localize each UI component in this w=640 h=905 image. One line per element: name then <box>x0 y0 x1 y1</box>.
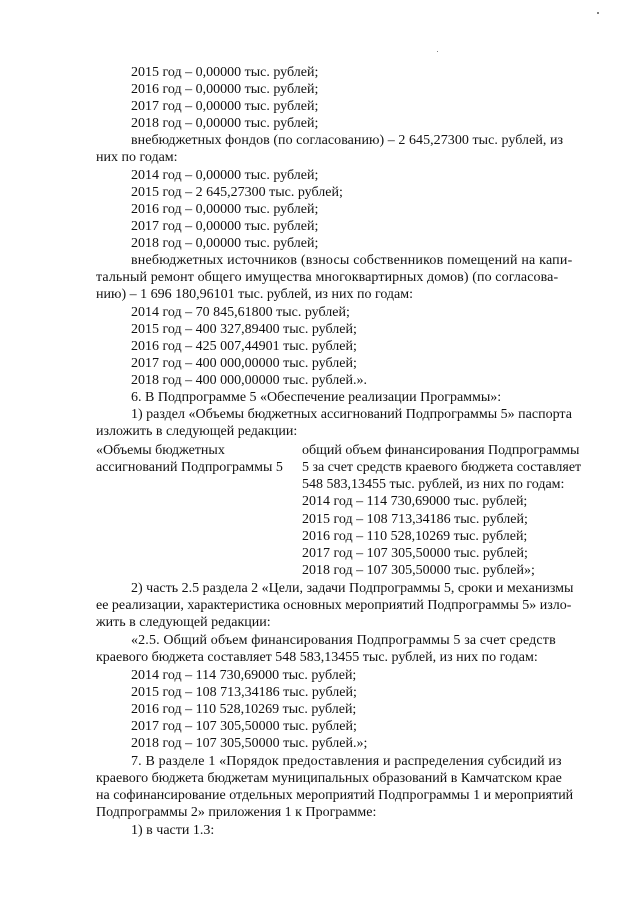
item6-sub2-line: жить в следующей редакции: <box>96 615 271 630</box>
year-line: 2014 год – 70 845,61800 тыс. рублей; <box>131 305 350 320</box>
table-right-cell: общий объем финансирования Подпрограммы <box>302 443 580 458</box>
offbudget-sources-line: нию) – 1 696 180,96101 тыс. рублей, из них по годам: <box>96 287 414 302</box>
item7-line: Подпрограммы 2» приложения 1 к Программе: <box>96 805 377 820</box>
year-line: 2018 год – 400 000,00000 тыс. рублей.». <box>131 373 367 388</box>
year-line: 2017 год – 107 305,50000 тыс. рублей; <box>302 546 528 561</box>
quote-line: «2.5. Общий объем финансирования Подпрограммы 5 за счет средств <box>131 633 556 648</box>
item7-line: на софинансирование отдельных мероприятий Подпрограммы 1 и мероприятий <box>96 788 574 803</box>
year-line: 2016 год – 110 528,10269 тыс. рублей; <box>302 529 528 544</box>
year-line: 2017 год – 0,00000 тыс. рублей; <box>131 99 319 114</box>
offbudget-sources-line: тальный ремонт общего имущества многоквартирных домов) (по согласова- <box>96 270 559 285</box>
year-line: 2015 год – 108 713,34186 тыс. рублей; <box>302 512 528 527</box>
offbudget-sources-line: внебюджетных источников (взносы собственников помещений на капи- <box>131 253 573 268</box>
year-line: 2018 год – 107 305,50000 тыс. рублей.»; <box>131 736 368 751</box>
year-line: 2015 год – 2 645,27300 тыс. рублей; <box>131 185 343 200</box>
item6-sub2-line: 2) часть 2.5 раздела 2 «Цели, задачи Подпрограммы 5, сроки и механизмы <box>131 581 574 596</box>
year-line: 2016 год – 0,00000 тыс. рублей; <box>131 202 319 217</box>
table-right-cell: 5 за счет средств краевого бюджета составляет <box>302 460 582 475</box>
offbudget-funds-line: внебюджетных фондов (по согласованию) – 2 645,27300 тыс. рублей, из <box>131 133 564 148</box>
table-right-cell: 548 583,13455 тыс. рублей, из них по годам: <box>302 477 565 492</box>
year-line: 2014 год – 114 730,69000 тыс. рублей; <box>302 494 528 509</box>
year-line: 2015 год – 0,00000 тыс. рублей; <box>131 65 319 80</box>
year-line: 2018 год – 0,00000 тыс. рублей; <box>131 236 319 251</box>
quote-line: краевого бюджета составляет 548 583,13455 тыс. рублей, из них по годам: <box>96 650 538 665</box>
year-line: 2017 год – 107 305,50000 тыс. рублей; <box>131 719 357 734</box>
year-line: 2014 год – 114 730,69000 тыс. рублей; <box>131 668 357 683</box>
year-line: 2016 год – 425 007,44901 тыс. рублей; <box>131 339 357 354</box>
item7-line: краевого бюджета бюджетам муниципальных образований в Камчатском крае <box>96 771 562 786</box>
scan-speck <box>597 12 599 14</box>
year-line: 2016 год – 110 528,10269 тыс. рублей; <box>131 702 357 717</box>
item7-sub1: 1) в части 1.3: <box>131 823 215 838</box>
offbudget-funds-line: них по годам: <box>96 150 178 165</box>
item6-heading: 6. В Подпрограмме 5 «Обеспечение реализации Программы»: <box>131 390 502 405</box>
table-left-cell: ассигнований Подпрограммы 5 <box>96 460 283 475</box>
item6-sub2-line: ее реализации, характеристика основных мероприятий Подпрограммы 5» изло- <box>96 598 572 613</box>
year-line: 2015 год – 400 327,89400 тыс. рублей; <box>131 322 357 337</box>
year-line: 2014 год – 0,00000 тыс. рублей; <box>131 168 319 183</box>
year-line: 2018 год – 107 305,50000 тыс. рублей»; <box>302 563 535 578</box>
scan-speck <box>437 51 438 52</box>
year-line: 2018 год – 0,00000 тыс. рублей; <box>131 116 319 131</box>
item6-sub1-line: изложить в следующей редакции: <box>96 424 298 439</box>
year-line: 2017 год – 400 000,00000 тыс. рублей; <box>131 356 357 371</box>
year-line: 2017 год – 0,00000 тыс. рублей; <box>131 219 319 234</box>
item7-line: 7. В разделе 1 «Порядок предоставления и распределения субсидий из <box>131 754 562 769</box>
year-line: 2015 год – 108 713,34186 тыс. рублей; <box>131 685 357 700</box>
table-left-cell: «Объемы бюджетных <box>96 443 225 458</box>
year-line: 2016 год – 0,00000 тыс. рублей; <box>131 82 319 97</box>
item6-sub1-line: 1) раздел «Объемы бюджетных ассигнований Подпрограммы 5» паспорта <box>131 407 572 422</box>
